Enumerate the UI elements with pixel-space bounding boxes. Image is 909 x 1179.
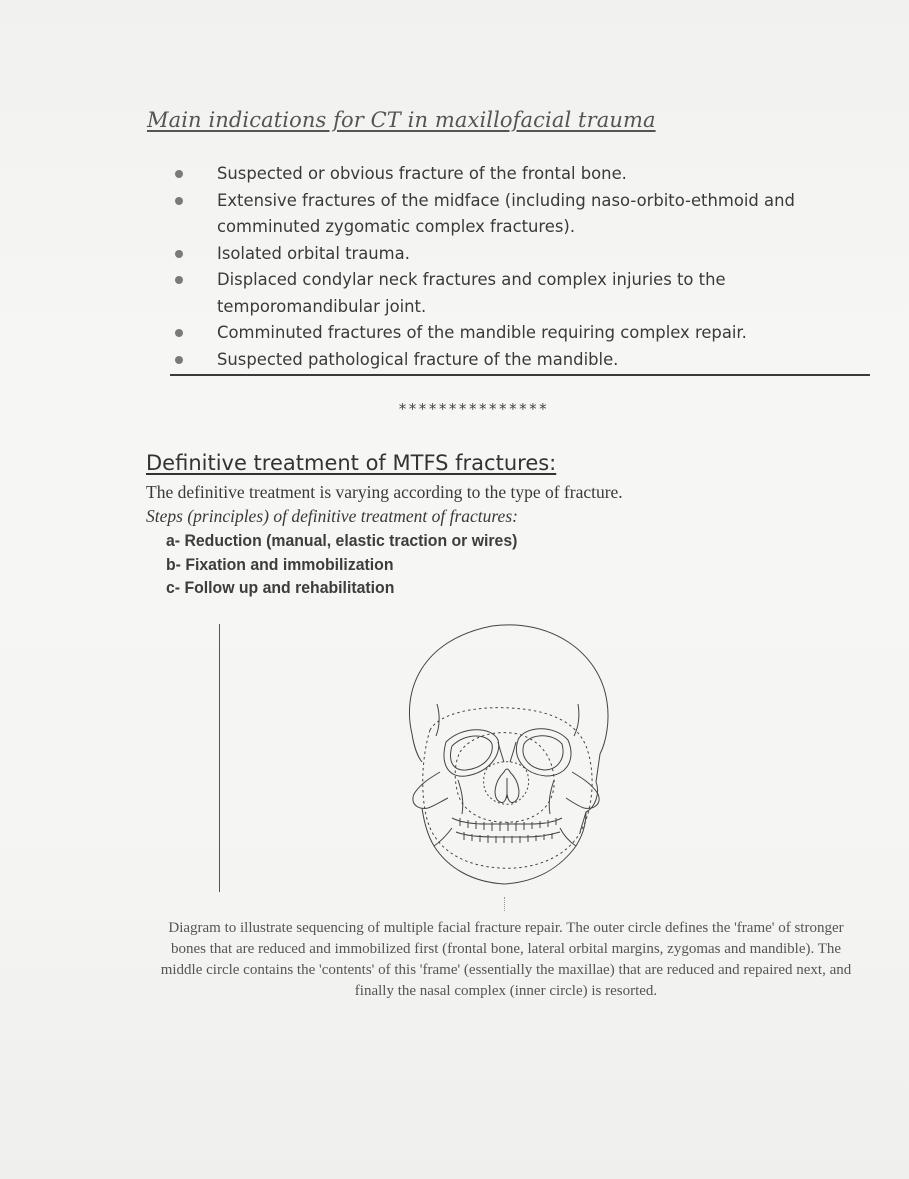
list-item-text: Comminuted fractures of the mandible requiring complex repair. <box>217 323 747 342</box>
temporal-line-right <box>574 704 579 736</box>
left-maxilla <box>458 780 463 814</box>
ct-indications-heading: Main indications for CT in maxillofacial trauma <box>147 108 656 132</box>
ct-indications-list <box>170 161 870 376</box>
right-zygoma <box>566 772 599 808</box>
nasal-bone <box>498 742 516 762</box>
upper-teeth <box>452 818 562 831</box>
step-item: c- Follow up and rehabilitation <box>166 578 395 597</box>
treatment-intro: The definitive treatment is varying according to the type of fracture. <box>146 482 623 502</box>
figure-tick-mark <box>504 897 506 911</box>
left-zygoma <box>413 772 448 808</box>
cranium-left-side <box>412 734 422 762</box>
list-item <box>170 161 870 188</box>
bullet-icon <box>175 329 183 337</box>
list-item <box>170 267 870 320</box>
bullet-icon <box>175 170 183 178</box>
bullet-icon <box>175 197 183 205</box>
mandible-ramus-right <box>560 828 576 846</box>
list-item-text: Isolated orbital trauma. <box>217 243 410 263</box>
skull-fracture-diagram <box>400 622 612 887</box>
right-orbit-inner <box>523 736 563 770</box>
step-item: b- Fixation and immobilization <box>166 554 394 574</box>
treatment-steps-list <box>166 529 517 600</box>
section-separator: *************** <box>398 400 549 418</box>
temporal-line-left <box>436 704 439 736</box>
mandible-ramus-left <box>434 828 452 846</box>
bullet-icon <box>175 250 183 258</box>
list-item <box>170 320 870 347</box>
bullet-icon <box>175 356 183 364</box>
list-item-text: Extensive fractures of the midface (including naso-orbito-ethmoid and comminuted zygomatic complex fractures). <box>217 190 795 236</box>
list-item-text: Displaced condylar neck fractures and complex injuries to the temporomandibular joint. <box>217 270 726 316</box>
list-item <box>170 241 870 268</box>
middle-contents-circle <box>455 733 554 823</box>
steps-label: Steps (principles) of definitive treatment of fractures: <box>146 506 518 526</box>
bullet-icon <box>175 276 183 284</box>
list-item-text: Suspected pathological fracture of the mandible. <box>217 349 619 369</box>
lower-teeth <box>456 832 560 843</box>
figure-caption: Diagram to illustrate sequencing of multiple facial fracture repair. The outer circle defines the 'frame' of stronger bones that are reduced and immobilized first (frontal bone, lateral orbital margins, zygomas and mandible). The middle circle contains the 'contents' of this 'frame' (essentially the maxillae) that are reduced and repaired next, and finally the nasal complex (inner circle) is resorted. <box>160 920 852 999</box>
list-item-text: Suspected or obvious fracture of the frontal bone. <box>217 164 627 183</box>
list-item <box>170 188 870 241</box>
margin-rule <box>219 624 220 892</box>
list-item <box>170 347 870 374</box>
mandible <box>422 808 586 884</box>
treatment-heading: Definitive treatment of MTFS fractures: <box>146 451 557 475</box>
left-orbit-inner <box>451 736 493 770</box>
step-item: a- Reduction (manual, elastic traction or wires) <box>166 531 518 550</box>
